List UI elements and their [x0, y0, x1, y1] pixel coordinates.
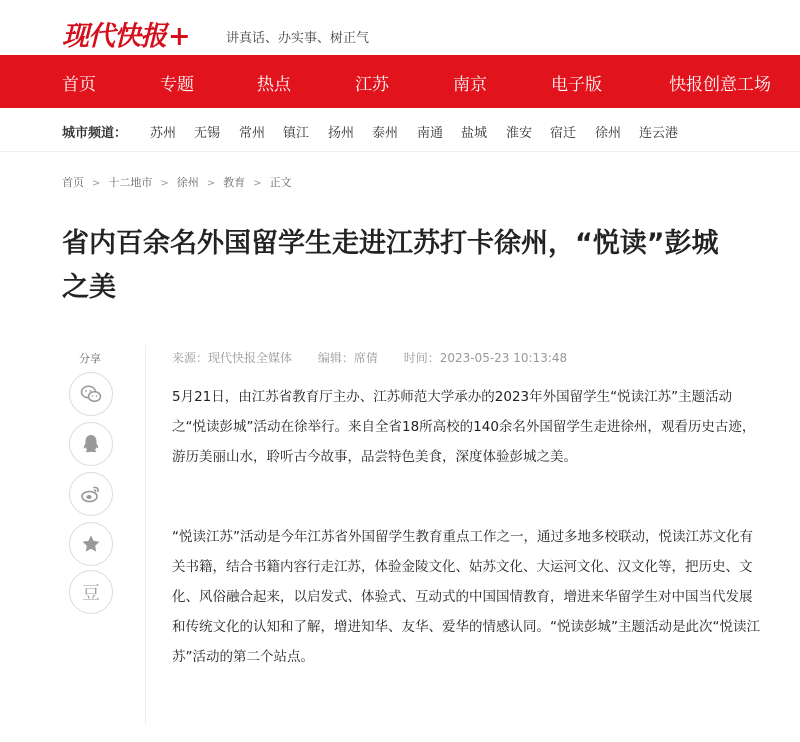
breadcrumb-education[interactable]: 教育	[223, 176, 246, 189]
breadcrumb-separator: >	[160, 178, 169, 189]
article-title: 省内百余名外国留学生走进江苏打卡徐州，“悦读”彭城之美	[62, 228, 719, 303]
weibo-icon	[79, 482, 103, 506]
site-header	[0, 0, 800, 55]
main-nav	[0, 55, 800, 108]
content-divider	[145, 345, 146, 725]
qq-icon	[79, 432, 103, 456]
nav-item-creative[interactable]: 快报创意工场	[669, 75, 771, 95]
breadcrumb-xuzhou[interactable]: 徐州	[176, 176, 199, 189]
logo-plus: +	[168, 21, 190, 52]
breadcrumb-home[interactable]: 首页	[62, 176, 84, 189]
city-link-nantong[interactable]: 南通	[417, 126, 444, 141]
article-paragraph: “悦读江苏”活动是今年江苏省外国留学生教育重点工作之一，通过多地多校联动，悦读江苏文化有关书籍，结合书籍内容行走江苏，体验金陵文化、姑苏文化、大运河文化、汉文化等，把历史、文化、风俗融合起来，以启发式、体验式、互动式的中国国情教育，增进来华留学生对中国当代发展和传统文化的认知和了解，增进知华、友华、爱华的情感认同。“悦读彭城”主题活动是此次“悦读江苏”活动的第二个站点。	[172, 529, 760, 665]
wechat-icon	[79, 382, 103, 406]
breadcrumb	[62, 174, 292, 190]
article-time: 时间：2023-05-23 10:13:48	[403, 351, 568, 365]
breadcrumb-cities[interactable]: 十二地市	[108, 176, 153, 189]
city-link-changzhou[interactable]: 常州	[239, 126, 266, 141]
share-label: 分享	[79, 352, 101, 365]
city-link-yancheng[interactable]: 盐城	[461, 126, 488, 141]
city-link-suqian[interactable]: 宿迁	[550, 126, 577, 141]
nav-item-epaper[interactable]: 电子版	[551, 75, 602, 95]
article-source: 来源：现代快报全媒体	[172, 351, 293, 365]
breadcrumb-separator: >	[206, 178, 216, 189]
city-link-xuzhou[interactable]: 徐州	[595, 126, 622, 141]
share-qq-button[interactable]	[69, 422, 113, 466]
share-douban-button[interactable]	[69, 570, 113, 614]
city-channel-label: 城市频道：	[62, 126, 128, 141]
city-link-huaian[interactable]: 淮安	[506, 126, 533, 141]
city-link-lianyungang[interactable]: 连云港	[639, 126, 679, 141]
city-link-wuxi[interactable]: 无锡	[194, 126, 221, 141]
article-paragraph: 5月21日，由江苏省教育厅主办、江苏师范大学承办的2023年外国留学生“悦读江苏”主题活动之“悦读彭城”活动在徐举行。来自全省18所高校的140余名外国留学生走进徐州，观看历史古迹，游历美丽山水，聆听古今故事，品尝特色美食，深度体验彭城之美。	[172, 389, 756, 465]
city-link-zhenjiang[interactable]: 镇江	[283, 126, 310, 141]
city-link-suzhou[interactable]: 苏州	[150, 126, 177, 141]
logo-text: 现代快报	[62, 21, 166, 52]
city-link-yangzhou[interactable]: 扬州	[328, 126, 355, 141]
city-link-taizhou[interactable]: 泰州	[372, 126, 399, 141]
breadcrumb-separator: >	[253, 178, 262, 189]
city-channel-bar	[0, 108, 800, 152]
article-editor: 编辑：席倩	[317, 351, 378, 365]
share-weibo-button[interactable]	[69, 472, 113, 516]
site-slogan: 讲真话、办实事、树正气	[226, 31, 370, 46]
favorite-icon	[79, 532, 103, 556]
nav-item-nanjing[interactable]: 南京	[453, 75, 487, 95]
article-meta	[172, 349, 589, 366]
nav-item-jiangsu[interactable]: 江苏	[355, 75, 389, 95]
nav-item-topics[interactable]: 专题	[160, 75, 194, 95]
site-logo[interactable]	[62, 14, 190, 53]
nav-item-home[interactable]: 首页	[62, 75, 96, 95]
breadcrumb-current: 正文	[269, 176, 292, 189]
share-favorite-button[interactable]	[69, 522, 113, 566]
douban-icon: 豆	[82, 583, 100, 604]
breadcrumb-separator: >	[92, 178, 101, 189]
share-wechat-button[interactable]	[69, 372, 113, 416]
nav-item-hot[interactable]: 热点	[257, 75, 291, 95]
